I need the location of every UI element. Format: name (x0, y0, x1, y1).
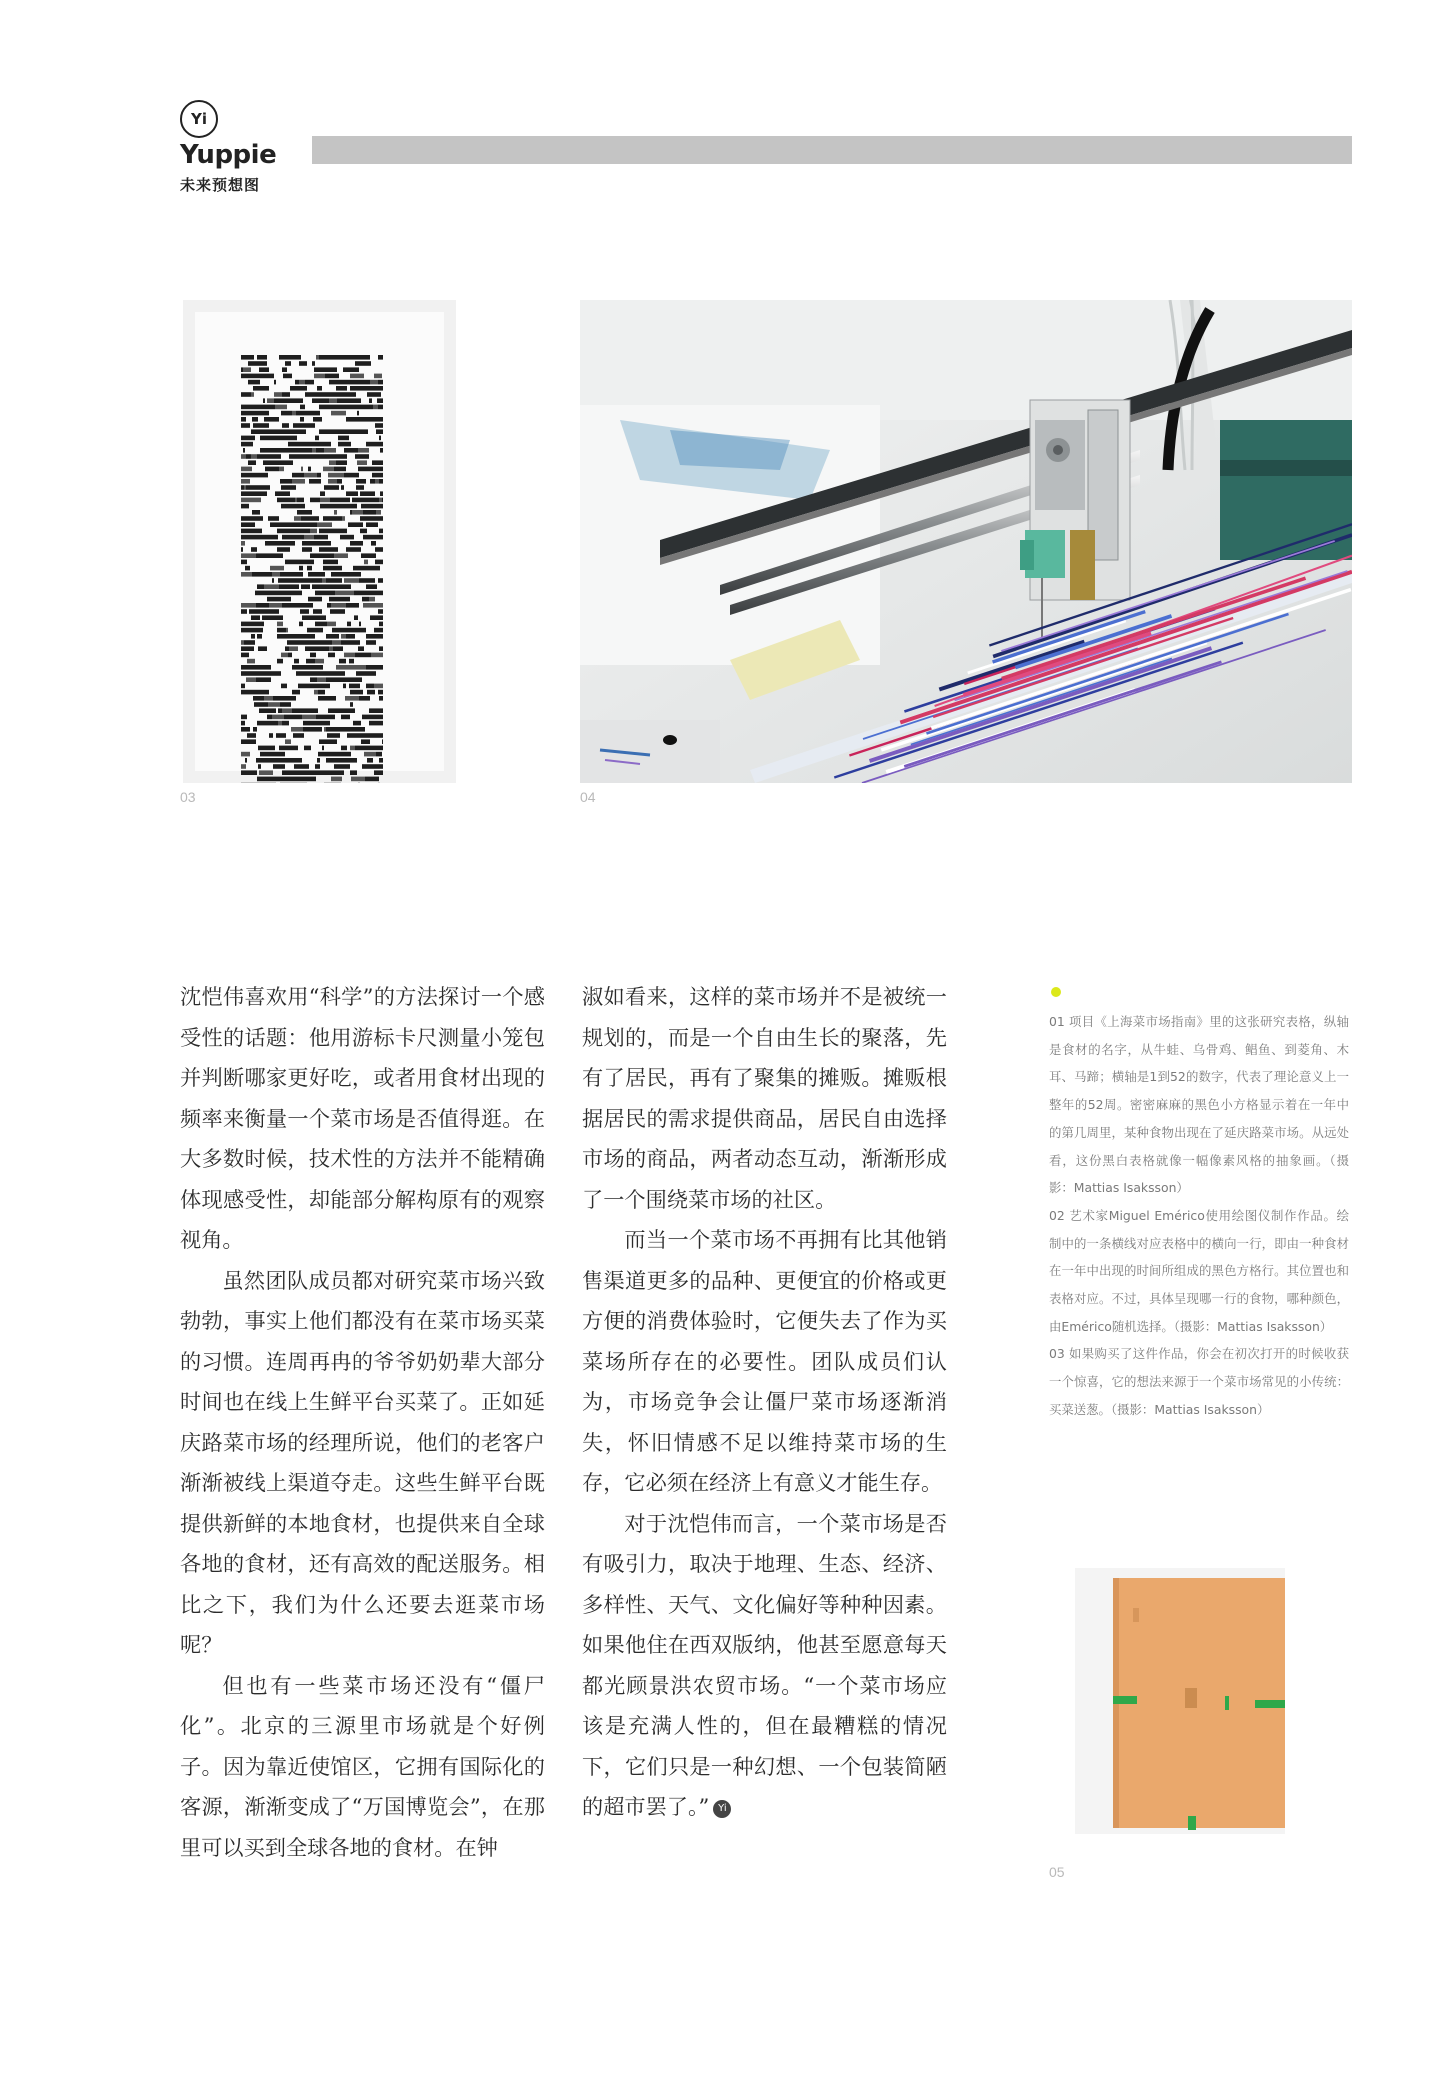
end-mark-icon: Yi (713, 1800, 731, 1818)
figure-05-image (1075, 1568, 1285, 1834)
pixel-chart-graphic (183, 300, 456, 783)
caption-02: 02 艺术家Miguel Emérico使用绘图仪制作作品。绘制中的一条横线对应表格中的横向一行，即由一种食材在一年中出现的时间所组成的黑色方格行。其位置也和表格对应。不过，具体呈现哪一行的食物，哪种颜色，由Emérico随机选择。（摄影：Mattias Isaksson） (1049, 1207, 1349, 1334)
figure-03-label: 03 (180, 789, 196, 805)
caption-03: 03 如果购买了这件作品，你会在初次打开的时候收获一个惊喜，它的想法来源于一个菜市场常见的小传统：买菜送葱。（摄影：Mattias Isaksson） (1049, 1346, 1349, 1417)
figure-05-label: 05 (1049, 1864, 1065, 1880)
plotter-photo (580, 300, 1352, 783)
article-column-2 (582, 977, 947, 1828)
figure-captions (1049, 1008, 1349, 1424)
paragraph: 虽然团队成员都对研究菜市场兴致勃勃，事实上他们都没有在菜市场买菜的习惯。连周再冉的爷爷奶奶辈大部分时间也在线上生鲜平台买菜了。正如延庆路菜市场的经理所说，他们的老客户渐渐被线上渠道夺走。这些生鲜平台既提供新鲜的本地食材，也提供来自全球各地的食材，还有高效的配送服务。相比之下，我们为什么还要去逛菜市场呢？ (180, 1267, 545, 1657)
section-subtitle: 未来预想图 (180, 176, 261, 194)
logo-mark: Yi (180, 100, 218, 138)
article-column-1 (180, 977, 545, 1868)
figure-04-label: 04 (580, 789, 596, 805)
paragraph: 但也有一些菜市场还没有“僵尸化”。北京的三源里市场就是个好例子。因为靠近使馆区，它拥有国际化的客源，渐渐变成了“万国博览会”，在那里可以买到全球各地的食材。在钟 (180, 1672, 545, 1860)
header-rule (312, 136, 1352, 164)
paragraph: 而当一个菜市场不再拥有比其他销售渠道更多的品种、更便宜的价格或更方便的消费体验时，它便失去了作为买菜场所存在的必要性。团队成员们认为，市场竞争会让僵尸菜市场逐渐消失，怀旧情感不足以维持菜市场的生存，它必须在经济上有意义才能生存。 (582, 1227, 947, 1495)
paragraph: 沈恺伟喜欢用“科学”的方法探讨一个感受性的话题：他用游标卡尺测量小笼包并判断哪家更好吃，或者用食材出现的频率来衡量一个菜市场是否值得逛。在大多数时候，技术性的方法并不能精确体现感受性，却能部分解构原有的观察视角。 (180, 984, 545, 1252)
figure-03-image (183, 300, 456, 783)
caption-01: 01 项目《上海菜市场指南》里的这张研究表格，纵轴是食材的名字，从牛蛙、乌骨鸡、鲳鱼、到菱角、木耳、马蹄；横轴是1到52的数字，代表了理论意义上一整年的52周。密密麻麻的黑色小方格显示着在一年中的第几周里，某种食物出现在了延庆路菜市场。从远处看，这份黑白表格就像一幅像素风格的抽象画。（摄影：Mattias Isaksson） (1049, 1014, 1349, 1196)
paragraph (582, 1504, 947, 1828)
logo-wordmark: Yuppie (180, 140, 277, 170)
figure-04-image (580, 300, 1352, 783)
caption-marker-dot (1051, 987, 1061, 997)
book-details (1075, 1568, 1285, 1834)
paragraph: 淑如看来，这样的菜市场并不是被统一规划的，而是一个自由生长的聚落，先有了居民，再有了聚集的摊贩。摊贩根据居民的需求提供商品，居民自由选择市场的商品，两者动态互动，渐渐形成了一个围绕菜市场的社区。 (582, 984, 947, 1212)
paragraph-text: 对于沈恺伟而言，一个菜市场是否有吸引力，取决于地理、生态、经济、多样性、天气、文化偏好等种种因素。如果他住在西双版纳，他甚至愿意每天都光顾景洪农贸市场。“一个菜市场应该是充满人性的，但在最糟糕的情况下，它们只是一种幻想、一个包装简陋的超市罢了。” (582, 1510, 947, 1819)
